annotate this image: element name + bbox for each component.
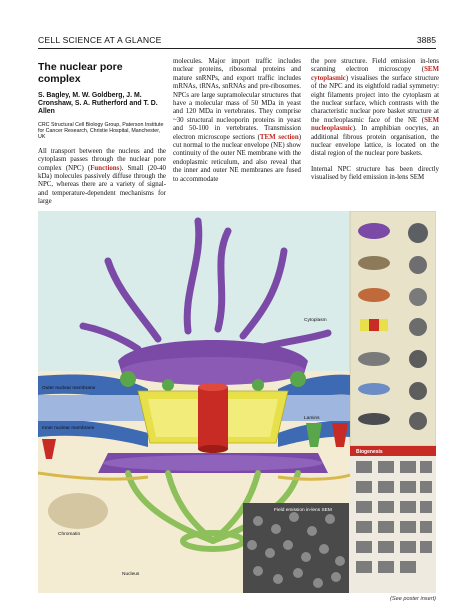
page-number: 3885	[416, 35, 436, 45]
tem-section-link[interactable]: TEM section	[259, 133, 299, 141]
poster-note: (See poster insert)	[389, 596, 436, 602]
sem-nucleoplasmic-link[interactable]: SEM nucleoplasmic	[311, 116, 439, 133]
paragraph: Internal NPC structure has been directly visualised by field emission in-lens SEM	[311, 165, 439, 182]
biogenesis-label: Biogenesis	[356, 449, 383, 455]
text-column-3	[311, 58, 439, 183]
section-title: CELL SCIENCE AT A GLANCE	[38, 35, 162, 45]
paragraph: molecules. Major import traffic includes nuclear proteins, ribosomal proteins and mature snRNPs, and export traffic includes mRNAs, tRNAs, snRNAs and pre-ribosomes. NPCs are large supramolecular structures that have a molecular mass of 50 MDa in yeast and 120 MDa in vertebrates. They comprise ~30 structural nucleoporin proteins in yeast and 50-100 in vertebrates. Transmission electron microscope sections (TEM section) cut normal to the nuclear envelope (NE) show continuity of the outer NE membrane with the endoplasmic reticulum, and also reveal that the inner and outer NE membranes are fused to accommodate	[173, 58, 301, 183]
article-title: The nuclear pore complex	[38, 61, 123, 85]
author-list: S. Bagley, M. W. Goldberg, J. M. Cronshaw, S. A. Rutherford and T. D. Allen	[38, 92, 158, 116]
affiliation: CRC Structural Cell Biology Group, Paterson Institute for Cancer Research, Christie Hospital, Manchester, UK	[38, 121, 164, 141]
functions-link[interactable]: Functions	[90, 164, 120, 172]
chromatin-label: Chromatin	[58, 532, 81, 537]
lamins-label: Lamins	[304, 416, 320, 421]
sem-cytoplasmic-link[interactable]: SEM cytoplasmic	[311, 66, 439, 82]
text-column-2	[173, 58, 301, 184]
paragraph: All transport between the nucleus and the cytoplasm passes through the nuclear pore complex (NPC) (Functions). Small (20-40 kDa) molecules passively diffuse through the NPC, whereas there are a variety of signal- and temperature-dependent mechanisms for large	[38, 147, 166, 206]
nuclear-ring	[98, 453, 328, 473]
header-divider	[38, 48, 436, 49]
micrograph-label: Field emission in-lens SEM	[274, 508, 332, 513]
text-column-1	[38, 58, 166, 207]
nucleus-label: Nucleus	[122, 572, 140, 577]
npc-figure	[38, 211, 436, 593]
paragraph: the pore structure. Field emission in-lens scanning electron microscopy (SEM cytoplasmic) visualises the surface structure of the NPC and its eightfold radial symmetry: eight filaments project into the cytoplasm at the nuclear surface, which contrasts with the characteristic nuclear pore basket structure at the nucleoplasmic face of the NE (SEM nucleoplasmic). In amphibian oocytes, an additional fibrous protein organisation, the nuclear envelope lattice, is located on the distal region of the nuclear pore baskets.	[311, 58, 439, 158]
running-header	[38, 35, 436, 49]
npc-illustration	[38, 211, 436, 593]
outer-membrane-label: Outer nuclear membrane	[42, 386, 96, 391]
central-transporter	[198, 383, 228, 453]
cytoplasm-label: Cytoplasm	[304, 318, 327, 323]
inner-membrane-label: Inner nuclear membrane	[42, 426, 95, 431]
